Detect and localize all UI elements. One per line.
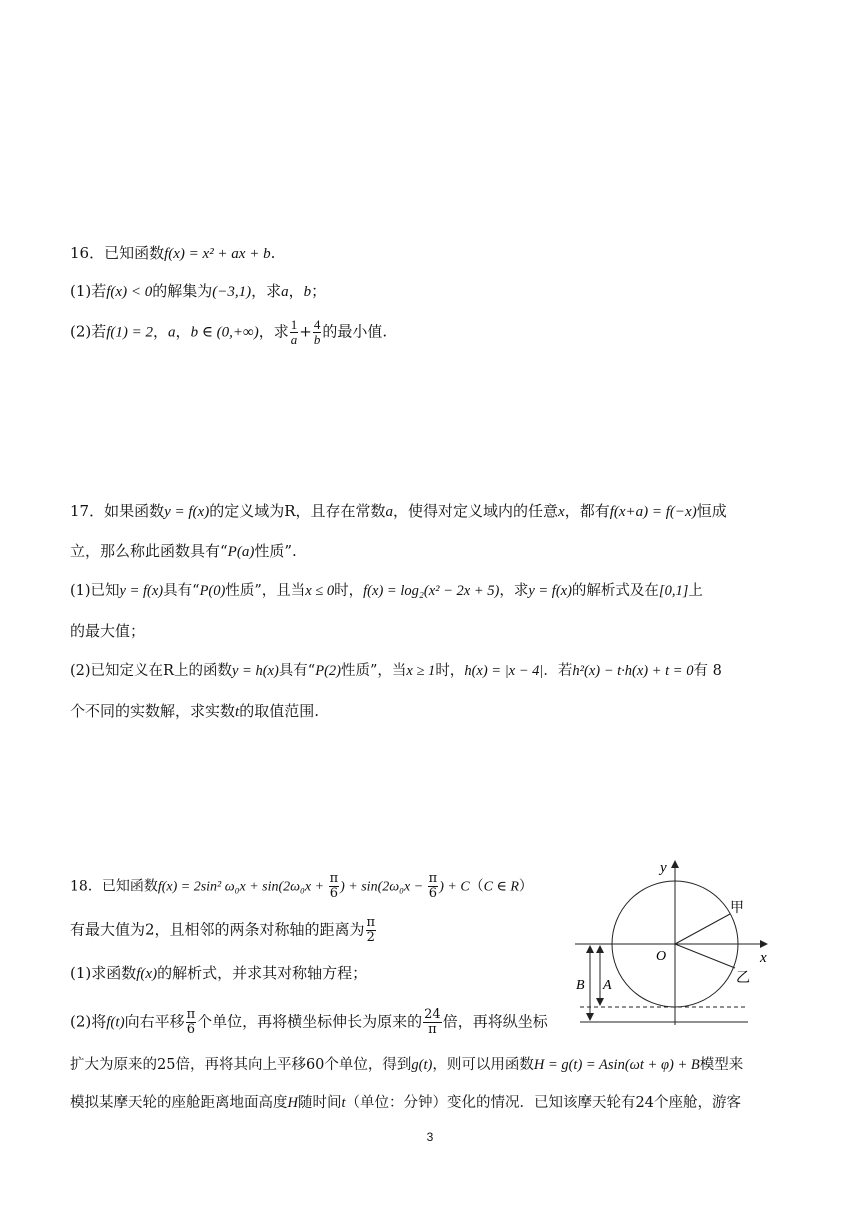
q18-part2-label: (2)将 (70, 1012, 107, 1031)
text: ，求 (258, 322, 289, 341)
fraction-numerator: π (186, 1007, 196, 1022)
math-inline: f(1) = 2 (106, 324, 154, 341)
fraction-denominator: a (290, 332, 298, 347)
q17-line-6 (70, 700, 319, 723)
q16-part1-label: (1)若 (70, 282, 107, 300)
plus-sign: + (299, 322, 312, 341)
text: 的解集为 (152, 282, 213, 300)
math-inline: b (303, 284, 312, 300)
label-y: y (660, 860, 667, 876)
text: 时， (334, 583, 364, 599)
fraction (290, 318, 299, 347)
text: ， (288, 282, 304, 300)
text: （单位：分钟）变化的情况．已知该摩天轮有24个座舱，游客 (345, 1095, 741, 1111)
q18-line-5 (70, 1054, 743, 1076)
text: 具有“ (278, 663, 316, 679)
text: ．若 (543, 663, 573, 679)
math-inline: [0,1] (658, 583, 689, 599)
text: 模拟某摩天轮的座舱距离地面高度 (70, 1095, 288, 1111)
fraction-denominator: 6 (186, 1022, 195, 1037)
fraction-denominator: π (428, 1022, 437, 1037)
math-inline: P(2) (315, 663, 341, 679)
math-inline: t (235, 704, 240, 720)
text: 的取值范围. (239, 702, 319, 720)
math-inline: t (341, 1095, 346, 1111)
label-origin: O (656, 949, 667, 964)
fraction-denominator: 2 (366, 930, 375, 945)
text: 有最大值为2，且相邻的两条对称轴的距离为 (70, 920, 365, 939)
math-inline: a (281, 284, 289, 300)
label-x: x (760, 950, 767, 966)
q17-line-1 (70, 500, 727, 523)
text: 性质”，且当 (225, 583, 306, 599)
math-inline: H = g(t) = Asin(ωt + φ) + B (533, 1057, 700, 1073)
q17-part2-label: (2)已知定义在R上的函数 (70, 663, 232, 679)
fraction-denominator: 6 (428, 886, 438, 901)
text: ） (518, 878, 533, 895)
text: 的解析式，并求其对称轴方程； (157, 964, 368, 982)
text: 上 (688, 583, 703, 599)
math-inline: ) + C (439, 879, 470, 895)
measure-b-arrow-bottom (586, 1013, 594, 1021)
q16-line-2 (70, 280, 326, 303)
text: 个单位，再将横坐标伸长为原来的 (197, 1012, 423, 1031)
fraction-numerator: π (329, 871, 339, 886)
math-inline: f(x) = 2sin² ω₀x + sin(2ω₀x + (157, 879, 328, 895)
q18-line-6 (70, 1092, 741, 1114)
label-b: B (576, 978, 585, 993)
text: 恒成 (696, 502, 727, 520)
q18-line-4 (70, 1008, 548, 1037)
math-inline: y = f(x) (119, 583, 164, 599)
fraction-numerator: 24 (424, 1007, 441, 1022)
measure-a-arrow-top (596, 945, 604, 953)
text: ，求 (251, 282, 282, 300)
text: ，则可以用函数 (432, 1057, 534, 1073)
measure-a-arrow-bottom (596, 998, 604, 1006)
text: 时， (435, 663, 465, 679)
q18-line-1 (70, 872, 533, 901)
text: 倍，再将纵坐标 (442, 1012, 548, 1031)
label-jia: 甲 (730, 901, 744, 916)
text: 的解析式及在 (571, 583, 659, 599)
fraction (186, 1008, 197, 1037)
q16-period: . (270, 244, 276, 262)
text: 模型来 (699, 1057, 744, 1073)
text: ，都有 (564, 502, 610, 520)
fraction-numerator: π (366, 915, 376, 930)
fraction (313, 318, 322, 347)
radius-yi (675, 944, 735, 968)
q18-part1-label: (1)求函数 (70, 964, 137, 982)
label-a: A (603, 978, 612, 993)
q16-line-1 (70, 242, 275, 265)
text: 个不同的实数解，求实数 (70, 702, 236, 720)
text: 扩大为原来的25倍，再将其向上平移60个单位，得到 (70, 1057, 412, 1073)
q16-text: 16．已知函数 (70, 244, 165, 262)
q17-line-5 (70, 660, 722, 682)
q16-part2-label: (2)若 (70, 322, 107, 341)
ferris-wheel-diagram (570, 850, 790, 1030)
math-inline: a (168, 324, 176, 341)
text: ， (175, 322, 191, 341)
math-inline: f(x+a) = f(−x) (609, 504, 697, 520)
text: 向右平移 (124, 1012, 185, 1031)
fraction (423, 1008, 442, 1037)
q18-line-2 (70, 916, 377, 945)
math-inline: ) + sin(2ω₀x − (340, 879, 427, 895)
math-inline: h²(x) − t·h(x) + t = 0 (572, 663, 694, 679)
math-inline: P(a) (227, 544, 255, 560)
math-inline: y = f(x) (528, 583, 572, 599)
text: 性质”，当 (340, 663, 407, 679)
text: 随时间 (297, 1095, 342, 1111)
math-inline: g(t) (411, 1057, 433, 1073)
math-inline: (−3,1) (212, 284, 252, 300)
x-axis-arrow (760, 940, 768, 948)
math-inline: x ≤ 0 (305, 583, 335, 599)
radius-jia (675, 914, 730, 944)
measure-b-arrow-top (586, 945, 594, 953)
text: （ (469, 878, 484, 895)
math-inline: H (287, 1095, 298, 1111)
q17-line-4 (70, 620, 145, 642)
fraction-numerator: π (428, 871, 438, 886)
text: ， (153, 322, 169, 341)
text: 的定义域为R，且存在常数 (209, 502, 386, 520)
fraction-denominator: b (313, 332, 321, 347)
label-yi: 乙 (736, 971, 750, 986)
q17-line-3 (70, 580, 703, 602)
fraction (366, 916, 377, 945)
text: 具有“ (163, 583, 200, 599)
fraction-numerator: 1 (290, 317, 298, 332)
math-inline: f(x) = log₂(x² − 2x + 5) (363, 583, 500, 599)
fraction-denominator: 6 (329, 886, 338, 901)
math-inline: h(x) = |x − 4| (464, 663, 544, 679)
math-inline: x ≥ 1 (406, 663, 436, 679)
text: 的最大值； (70, 622, 146, 640)
q16-function-formula: f(x) = x² + ax + b (164, 246, 271, 262)
page-number: 3 (426, 1130, 434, 1144)
math-inline: C ∈ R (483, 879, 519, 895)
math-inline: y = h(x) (231, 663, 279, 679)
math-inline: x (558, 504, 565, 520)
math-inline: f(t) (106, 1014, 125, 1031)
text: 性质”. (254, 542, 297, 560)
q16-line-3 (70, 318, 387, 347)
text: 18．已知函数 (70, 878, 158, 895)
q17-part1-label: (1)已知 (70, 583, 120, 599)
math-inline: y = f(x) (164, 504, 210, 520)
text: 的最小值. (322, 322, 388, 341)
y-axis-arrow (671, 860, 679, 868)
text: 立，那么称此函数具有“ (70, 542, 228, 560)
q17-line-2 (70, 540, 297, 563)
fraction-numerator: 4 (313, 317, 321, 332)
math-inline: a (385, 504, 393, 520)
text: ，求 (499, 583, 529, 599)
math-inline: f(x) (136, 966, 158, 982)
math-inline: f(x) < 0 (106, 284, 153, 300)
math-inline: P(0) (199, 583, 226, 599)
fraction (329, 872, 340, 901)
fraction (428, 872, 439, 901)
text: ，使得对定义域内的任意 (393, 502, 559, 520)
math-inline: b ∈ (0,+∞) (190, 324, 259, 341)
q18-line-3 (70, 962, 367, 985)
text: 有 8 (693, 663, 722, 679)
text: ； (311, 282, 327, 300)
text: 17．如果函数 (70, 502, 165, 520)
